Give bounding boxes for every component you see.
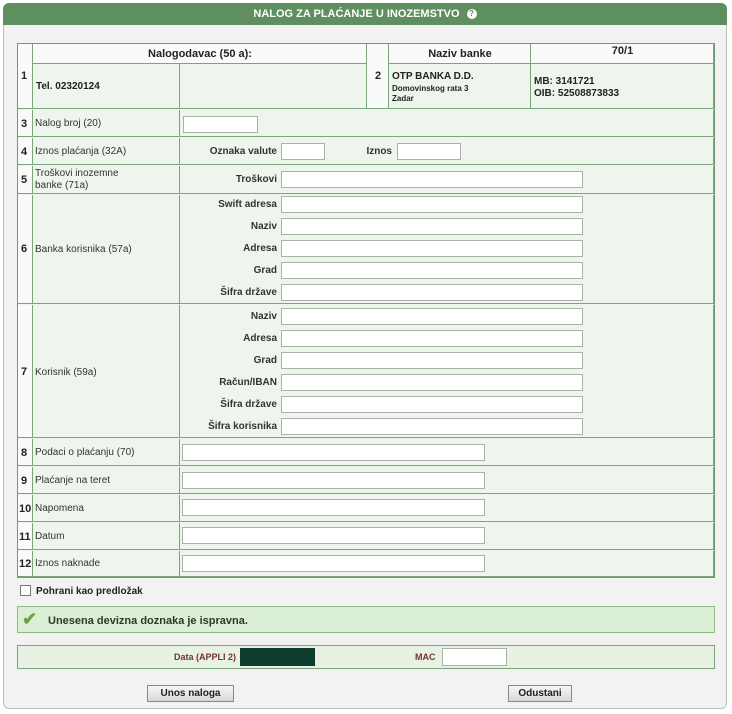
beneficiary-bank-country-input[interactable]	[281, 284, 583, 301]
submit-order-button[interactable]: Unos naloga	[147, 685, 234, 702]
charge-account-label: Plaćanje na teret	[35, 475, 111, 486]
bank-address-label: Adresa	[243, 243, 277, 254]
beneficiary-bank-city-input[interactable]	[281, 262, 583, 279]
order-number-label: Nalog broj (20)	[35, 118, 102, 129]
payer-name-cell	[180, 64, 367, 109]
row-6-number: 6	[21, 243, 28, 255]
row-10-number: 10	[19, 503, 32, 515]
mac-label: MAC	[415, 652, 436, 662]
beneficiary-iban-input[interactable]	[281, 374, 583, 391]
bank-name: OTP BANKA D.D.	[392, 71, 474, 82]
note-label: Napomena	[35, 503, 84, 514]
payment-details-input[interactable]	[182, 444, 485, 461]
beneficiary-country-input[interactable]	[281, 396, 583, 413]
charge-account-input[interactable]	[182, 472, 485, 489]
amount-input[interactable]	[397, 143, 461, 160]
row-1-number: 1	[21, 70, 28, 82]
save-template-label: Pohrani kao predložak	[36, 586, 143, 597]
save-template-checkbox[interactable]	[20, 585, 31, 596]
checkmark-icon: ✔	[22, 609, 38, 629]
row-9-number: 9	[21, 475, 28, 487]
bank-name-label: Naziv	[250, 221, 277, 232]
mac-input[interactable]	[442, 648, 507, 666]
beneficiary-code-input[interactable]	[281, 418, 583, 435]
amount-label: Iznos	[366, 146, 392, 157]
payer-heading: Nalogodavac (50 a):	[148, 48, 252, 60]
appli-data-display	[240, 648, 315, 666]
row-11-number: 11	[19, 531, 31, 543]
form-title: NALOG ZA PLAĆANJE U INOZEMSTVO	[253, 8, 460, 20]
row-4-number: 4	[21, 146, 28, 158]
beneficiary-city-input[interactable]	[281, 352, 583, 369]
beneficiary-name-label: Naziv	[250, 311, 277, 322]
beneficiary-bank-label: Banka korisnika (57a)	[35, 244, 132, 255]
fee-amount-input[interactable]	[182, 555, 485, 572]
row-12-number: 12	[19, 558, 32, 570]
beneficiary-address-label: Adresa	[243, 333, 277, 344]
bank-mb: MB: 3141721	[534, 76, 595, 87]
date-label: Datum	[35, 531, 65, 542]
bank-city-label: Grad	[253, 265, 277, 276]
beneficiary-bank-address-input[interactable]	[281, 240, 583, 257]
appli-data-label: Data (APPLI 2)	[174, 652, 237, 662]
row-8-number: 8	[21, 447, 28, 459]
order-number-input[interactable]	[183, 116, 258, 133]
question-icon[interactable]: ?	[467, 9, 477, 19]
success-banner	[17, 606, 715, 633]
beneficiary-address-input[interactable]	[281, 330, 583, 347]
currency-label: Oznaka valute	[209, 146, 277, 157]
note-input[interactable]	[182, 499, 485, 516]
beneficiary-city-label: Grad	[253, 355, 277, 366]
foreign-bank-fees-label: Troškovi inozemne banke (71a)	[35, 168, 119, 191]
payer-phone: Tel. 02320124	[36, 81, 100, 92]
form-title-bar	[3, 3, 727, 25]
payment-amount-label: Iznos plaćanja (32A)	[35, 146, 127, 157]
success-message: Unesena devizna doznaka je ispravna.	[48, 615, 248, 627]
fees-label: Troškovi	[235, 174, 277, 185]
currency-input[interactable]	[281, 143, 325, 160]
row-2-number: 2	[375, 70, 382, 82]
beneficiary-bank-name-input[interactable]	[281, 218, 583, 235]
fee-amount-label: Iznos naknade	[35, 558, 101, 569]
bank-street: Domovinskog rata 3	[392, 84, 469, 93]
bank-heading: Naziv banke	[428, 48, 492, 60]
beneficiary-iban-label: Račun/IBAN	[219, 377, 277, 388]
bank-country-label: Šifra države	[220, 287, 277, 298]
row-7-number: 7	[21, 366, 28, 378]
beneficiary-label: Korisnik (59a)	[35, 367, 97, 378]
cancel-button[interactable]: Odustani	[508, 685, 572, 702]
fees-input[interactable]	[281, 171, 583, 188]
bank-oib: OIB: 52508873833	[534, 88, 620, 99]
swift-label: Swift adresa	[218, 199, 277, 210]
beneficiary-name-input[interactable]	[281, 308, 583, 325]
appli-bar	[17, 645, 715, 669]
beneficiary-country-label: Šifra države	[220, 399, 277, 410]
date-input[interactable]	[182, 527, 485, 544]
row-5-number: 5	[21, 174, 28, 186]
beneficiary-code-label: Šifra korisnika	[208, 421, 277, 432]
bank-code: 70/1	[611, 45, 634, 57]
row-3-number: 3	[21, 118, 28, 130]
payment-details-label: Podaci o plaćanju (70)	[35, 447, 135, 458]
row-3-value-cell	[180, 110, 714, 137]
swift-input[interactable]	[281, 196, 583, 213]
bank-city: Zadar	[392, 94, 414, 103]
